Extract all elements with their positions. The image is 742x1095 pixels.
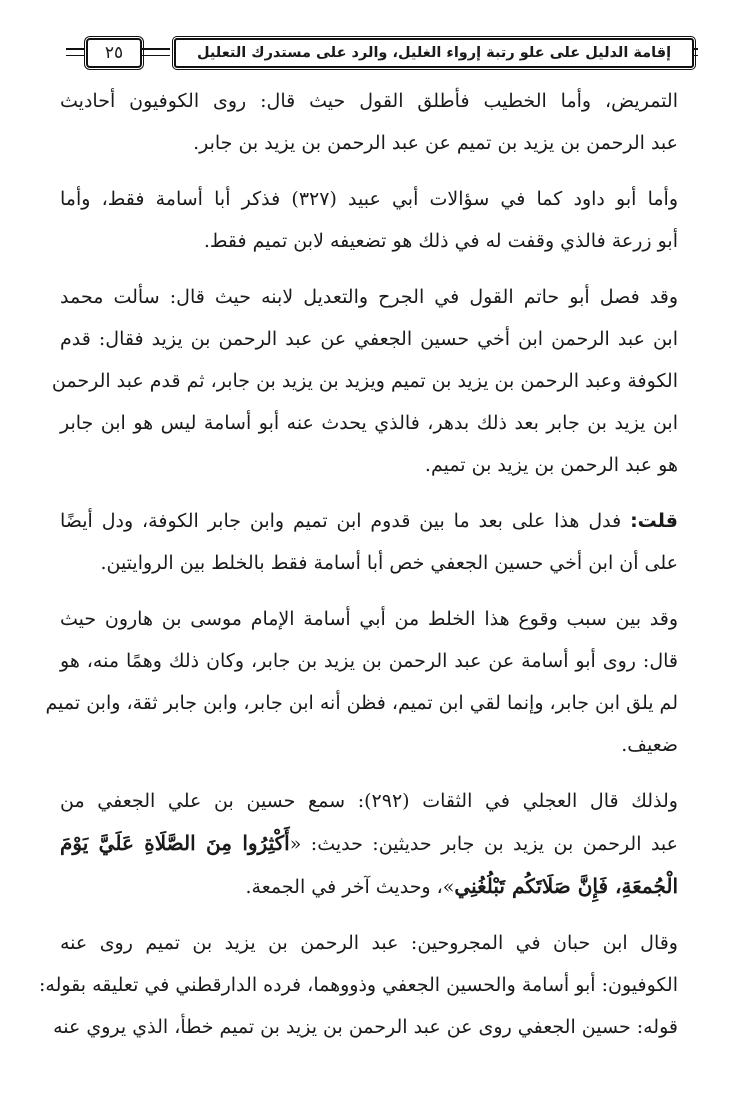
hadith-quote: أَكْثِرُوا مِنَ الصَّلَاةِ عَلَيَّ يَوْمَ (60, 831, 290, 855)
running-header (66, 38, 698, 70)
text-line: أبو زرعة فالذي وقفت له في ذلك هو تضعيفه لابن تميم فقط. (203, 230, 678, 252)
hadith-quote: الْجُمعَةِ، فَإِنَّ صَلَاتَكُم تَبْلُغُنِي (454, 874, 678, 898)
text-line: ولذلك قال العجلي في الثقات (٢٩٢): سمع حسين بن علي الجعفي من (60, 790, 678, 812)
running-title: إقامة الدليل على علو رتبة إرواء الغليل، والرد على مستدرك التعليل (174, 38, 694, 68)
qultu-label: قلت: (630, 510, 678, 532)
text-line: الكوفيون: أبو أسامة والحسين الجعفي وذووهما، فرده الدارقطني في تعليقه بقوله: (38, 974, 678, 996)
text-line (60, 822, 678, 865)
text-line: وقد بين سبب وقوع هذا الخلط من أبي أسامة الإمام موسى بن هارون حيث (60, 608, 678, 630)
paragraph (60, 80, 678, 164)
text-line: الكوفة وعبد الرحمن بن يزيد بن تميم ويزيد بن يزيد بن جابر، ثم قدم عبد الرحمن (51, 370, 678, 392)
paragraph (60, 500, 678, 584)
paragraph (51, 276, 678, 486)
text-span: »، وحديث آخر في الجمعة. (245, 876, 455, 898)
paragraph (60, 178, 678, 262)
text-line: على أن ابن أخي حسين الجعفي خص أبا أسامة فقط بالخلط بين الروايتين. (100, 552, 678, 574)
text-line: التمريض، وأما الخطيب فأطلق القول حيث قال: روى الكوفيون أحاديث (60, 90, 678, 112)
paragraph (38, 922, 678, 1048)
text-line (60, 865, 678, 908)
text-line: وأما أبو داود كما في سؤالات أبي عبيد (٣٢٧) فذكر أبا أسامة فقط، وأما (60, 188, 678, 210)
text-line: هو عبد الرحمن بن يزيد بن تميم. (424, 454, 678, 476)
paragraph (45, 598, 678, 766)
text-line: وقال ابن حبان في المجروحين: عبد الرحمن بن يزيد بن تميم روى عنه (60, 932, 678, 954)
page-number: ٢٥ (86, 38, 142, 68)
text-line: وقد فصل أبو حاتم القول في الجرح والتعديل لابنه حيث قال: سألت محمد (60, 286, 678, 308)
header-rule (142, 48, 170, 56)
text-line: لم يلق ابن جابر، وإنما لقي ابن تميم، فظن أنه ابن جابر، وابن جابر ثقة، وابن تميم (45, 692, 678, 714)
text-line: ابن عبد الرحمن ابن أخي حسين الجعفي عن عبد الرحمن بن يزيد فقال: قدم (60, 328, 678, 350)
header-rule (694, 48, 698, 56)
text-line: ضعيف. (621, 734, 678, 756)
text-line: قال: روى أبو أسامة عن عبد الرحمن بن يزيد بن جابر، وكان ذلك وهمًا منه، هو (60, 650, 678, 672)
text-line: ابن يزيد بن جابر بعد ذلك بدهر، فالذي يحدث عنه أبو أسامة ليس هو ابن جابر (60, 412, 678, 434)
paragraph (60, 780, 678, 908)
text-line: قوله: حسين الجعفي روى عن عبد الرحمن بن يزيد بن تميم خطأ، الذي يروي عنه (53, 1016, 678, 1038)
text-line (60, 500, 678, 542)
header-rule (66, 48, 86, 56)
page-body (38, 80, 678, 1062)
text-line: عبد الرحمن بن يزيد بن تميم عن عبد الرحمن بن يزيد بن جابر. (193, 132, 678, 154)
text-span: عبد الرحمن بن يزيد بن جابر حديثين: حديث: « (289, 833, 678, 855)
text-span: فدل هذا على بعد ما بين قدوم ابن تميم وابن جابر الكوفة، ودل أيضًا (60, 510, 622, 532)
